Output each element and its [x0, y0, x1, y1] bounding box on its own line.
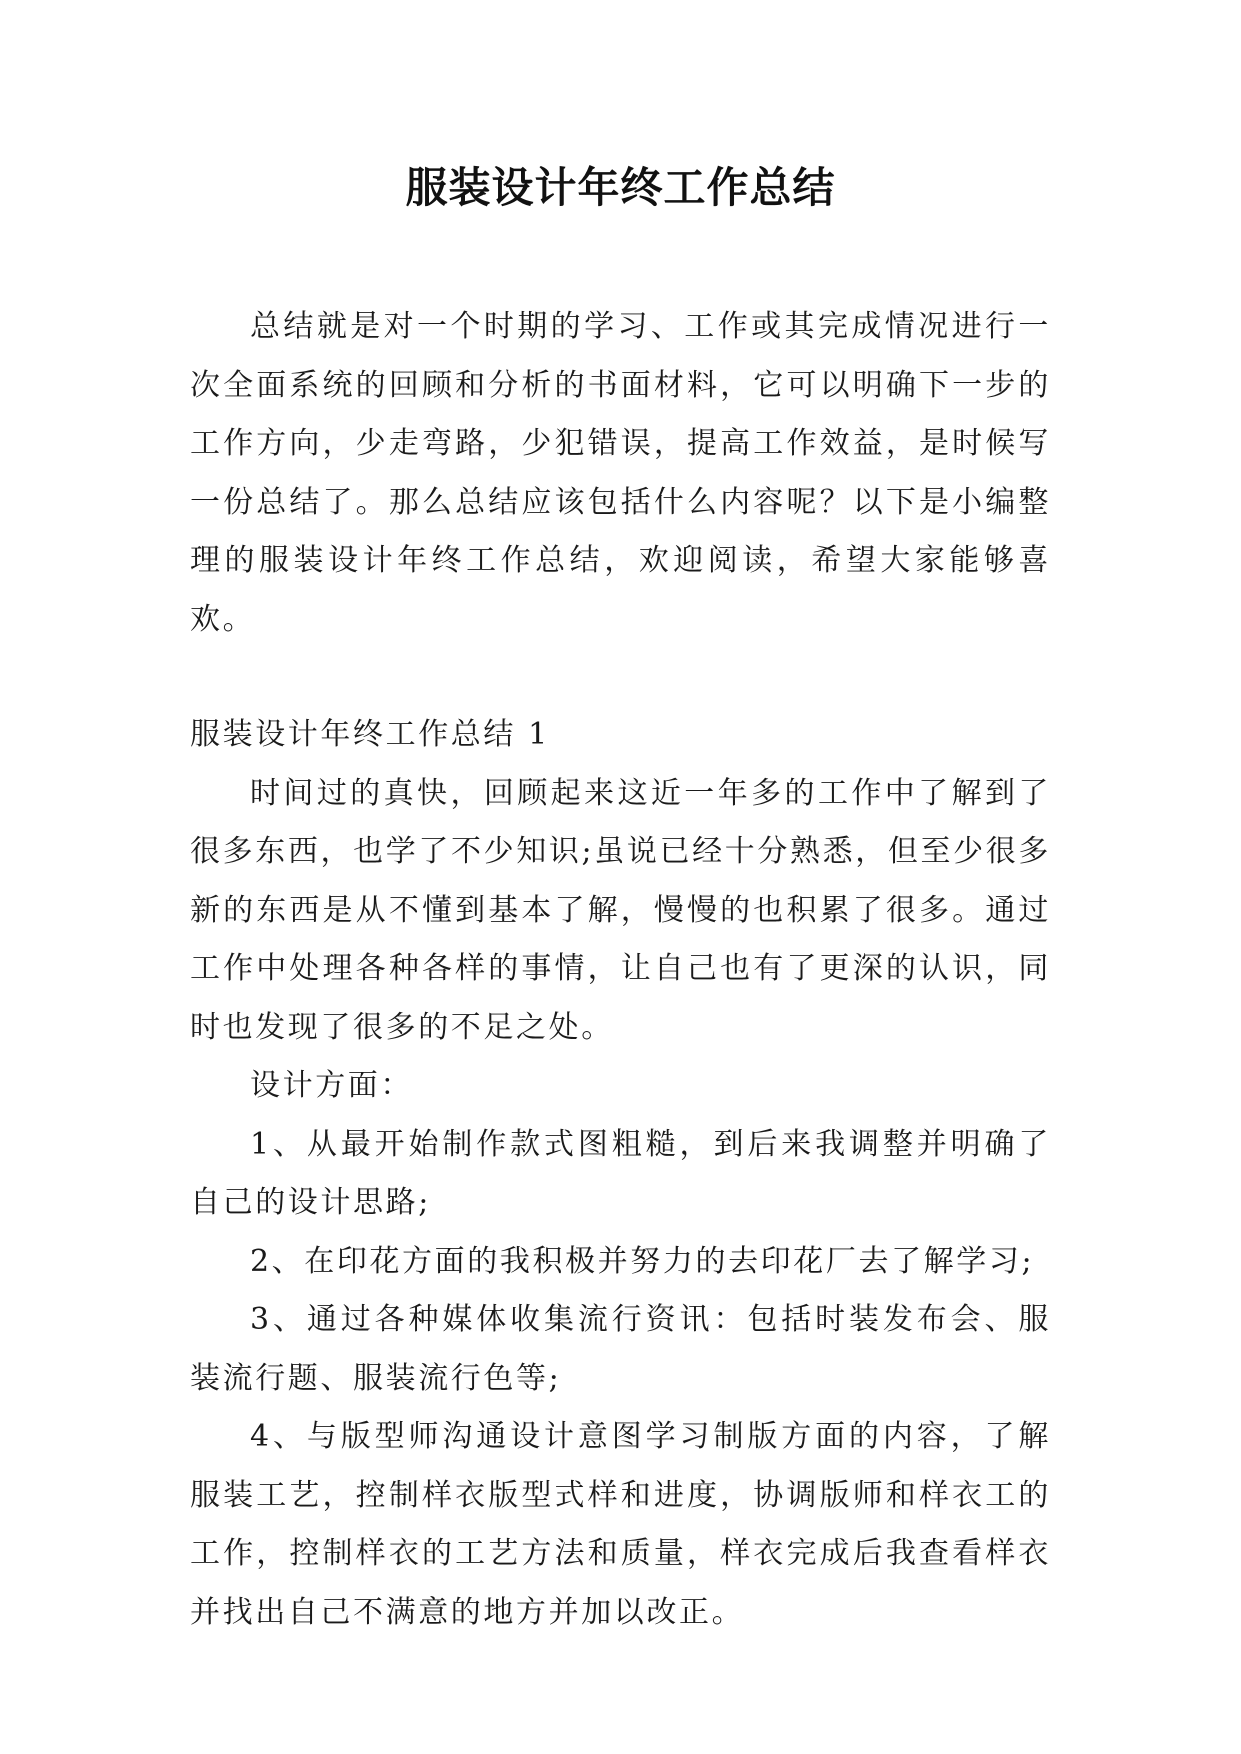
list-item-4: 4、与版型师沟通设计意图学习制版方面的内容，了解服装工艺，控制样衣版型式样和进度，协调版师和样衣工的工作，控制样衣的工艺方法和质量，样衣完成后我查看样衣并找出自己不满意的地方并加以改正。 [190, 1419, 1051, 1630]
section-heading: 服装设计年终工作总结 1 [190, 717, 550, 752]
list-item-1: 1、从最开始制作款式图粗糙，到后来我调整并明确了自己的设计思路; [190, 1126, 1051, 1220]
paragraph-overview: 时间过的真快，回顾起来这近一年多的工作中了解到了很多东西，也学了不少知识;虽说已经十分熟悉，但至少很多新的东西是从不懂到基本了解，慢慢的也积累了很多。通过工作中处理各种各样的事情，让自己也有了更深的认识，同时也发现了很多的不足之处。 [190, 775, 1051, 1045]
intro-paragraph: 总结就是对一个时期的学习、工作或其完成情况进行一次全面系统的回顾和分析的书面材料，它可以明确下一步的工作方向，少走弯路，少犯错误，提高工作效益，是时候写一份总结了。那么总结应该包括什么内容呢？以下是小编整理的服装设计年终工作总结，欢迎阅读，希望大家能够喜欢。 [190, 309, 1051, 637]
list-item-2: 2、在印花方面的我积极并努力的去印花厂去了解学习; [250, 1243, 1035, 1279]
document-title: 服装设计年终工作总结 [405, 163, 836, 212]
document-body [190, 298, 1051, 1642]
list-item-3: 3、通过各种媒体收集流行资讯：包括时装发布会、服装流行题、服装流行色等; [190, 1302, 1051, 1396]
paragraph-design-label: 设计方面： [250, 1068, 413, 1103]
